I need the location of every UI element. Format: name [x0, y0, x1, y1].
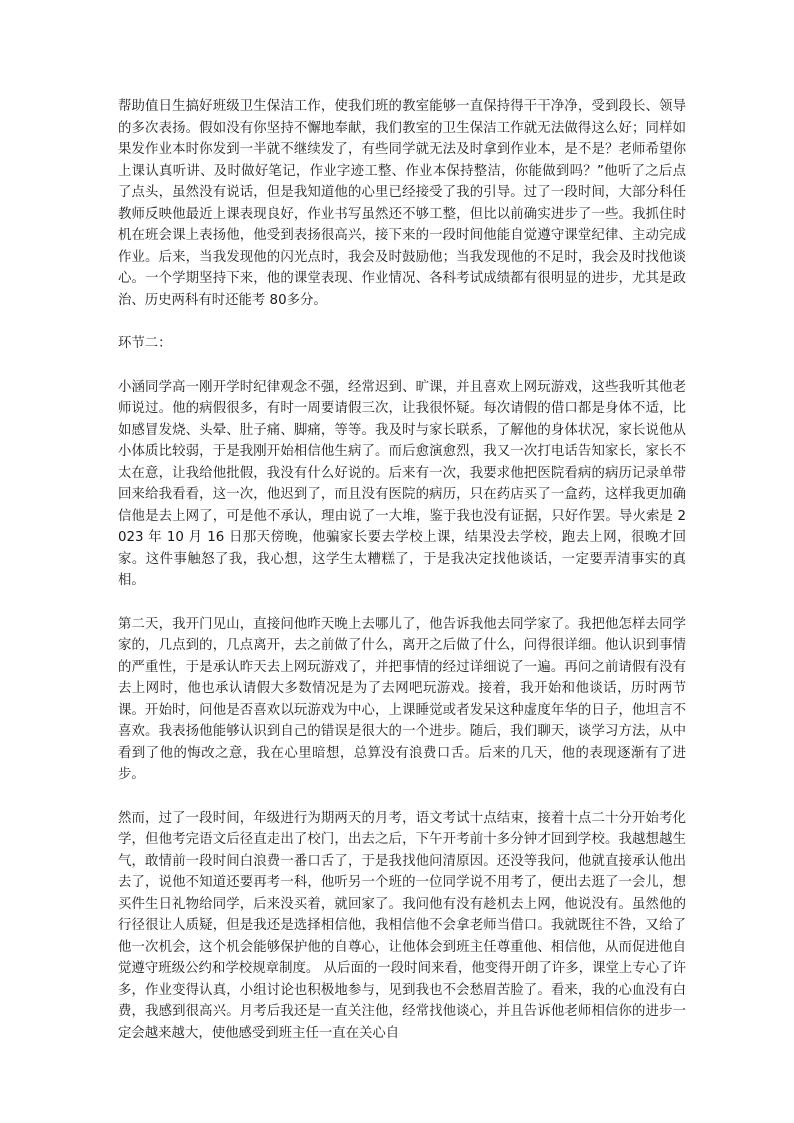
section-heading-2: 环节二： [118, 336, 172, 351]
document-body [118, 96, 686, 1044]
paragraph-1: 帮助值日生搞好班级卫生保洁工作，使我们班的教室能够一直保持得干干净净，受到段长、领导的多次表扬。假如没有你坚持不懈地奉献，我们教室的卫生保洁工作就无法做得这么好；同样如果发作业本时你发到一半就不继续发了，有些同学就无法及时拿到作业本，是不是？老师希望你上课认真听讲、及时做好笔记，作业字迹工整、作业本保持整洁，你能做到吗？”他听了之后点了点头，虽然没有说话，但是我知道他的心里已经接受了我的引导。过了一段时间，大部分科任教师反映他最近上课表现良好，作业书写虽然还不够工整，但比以前确实进步了一些。我抓住时机在班会课上表扬他，他受到表扬很高兴，接下来的一段时间他能自觉遵守课堂纪律、主动完成作业。后来，当我发现他的闪光点时，我会及时鼓励他；当我发现他的不足时，我会及时找他谈心。一个学期坚持下来，他的课堂表现、作业情况、各科考试成绩都有很明显的进步，尤其是政治、历史两科有时还能考 80多分。 [118, 99, 686, 308]
paragraph-2: 小涵同学高一刚开学时纪律观念不强，经常迟到、旷课，并且喜欢上网玩游戏，这些我听其他老师说过。他的病假很多，有时一周要请假三次，让我很怀疑。每次请假的借口都是身体不适，比如感冒发烧、头晕、肚子痛、脚痛，等等。我及时与家长联系，了解他的身体状况，家长说他从小体质比较弱，于是我刚开始相信他生病了。而后愈演愈烈，我又一次打电话告知家长，家长不太在意，让我给他批假，我没有什么好说的。后来有一次，我要求他把医院看病的病历记录单带回来给我看看，这一次，他迟到了，而且没有医院的病历，只在药店买了一盒药，这样我更加确信他是去上网了，可是他不承认，理由说了一大堆，鉴于我也没有证据，只好作罢。导火索是 2023 年 10 月 16 日那天傍晚，他骗家长要去学校上课，结果没去学校，跑去上网，很晚才回家。这件事触怒了我，我心想，这学生太糟糕了，于是我决定找他谈话，一定要弄清事实的真相。 [118, 379, 686, 588]
paragraph-4: 然而，过了一段时间，年级进行为期两天的月考，语文考试十点结束，接着十点二十分开始考化学，但他考完语文后径直走出了校门，出去之后，下午开考前十多分钟才回到学校。我越想越生气，敢情前一段时间白浪费一番口舌了，于是我找他问清原因。还没等我问，他就直接承认他出去了，说他不知道还要再考一科，他听另一个班的一位同学说不用考了，便出去逛了一会儿，想买件生日礼物给同学，后来没买着，就回家了。我问他有没有趁机去上网，他说没有。虽然他的行径很让人质疑，但是我还是选择相信他，我相信他不会拿老师当借口。我就既往不咎，又给了他一次机会，这个机会能够保护他的自尊心，让他体会到班主任尊重他、相信他，从而促进他自觉遵守班级公约和学校规章制度。 从后面的一段时间来看，他变得开朗了许多，课堂上专心了许多，作业变得认真，小组讨论也积极地参与，见到我也不会愁眉苦脸了。看来，我的心血没有白费，我感到很高兴。月考后我还是一直关注他，经常找他谈心，并且告诉他老师相信你的进步一定会越来越大，使他感受到班主任一直在关心自 [118, 810, 686, 1041]
paragraph-3: 第二天，我开门见山，直接问他昨天晚上去哪儿了，他告诉我他去同学家了。我把他怎样去同学家的，几点到的，几点离开，去之前做了什么，离开之后做了什么，问得很详细。他认识到事情的严重性，于是承认昨天去上网玩游戏了，并把事情的经过详细说了一遍。再问之前请假有没有去上网时，他也承认请假大多数情况是为了去网吧玩游戏。接着，我开始和他谈话，历时两节课。开始时，问他是否喜欢以玩游戏为中心，上课睡觉或者发呆这种虚度年华的日子，他坦言不喜欢。我表扬他能够认识到自己的错误是很大的一个进步。随后，我们聊天，谈学习方法，从中看到了他的悔改之意，我在心里暗想，总算没有浪费口舌。后来的几天，他的表现逐渐有了进步。 [118, 616, 686, 782]
